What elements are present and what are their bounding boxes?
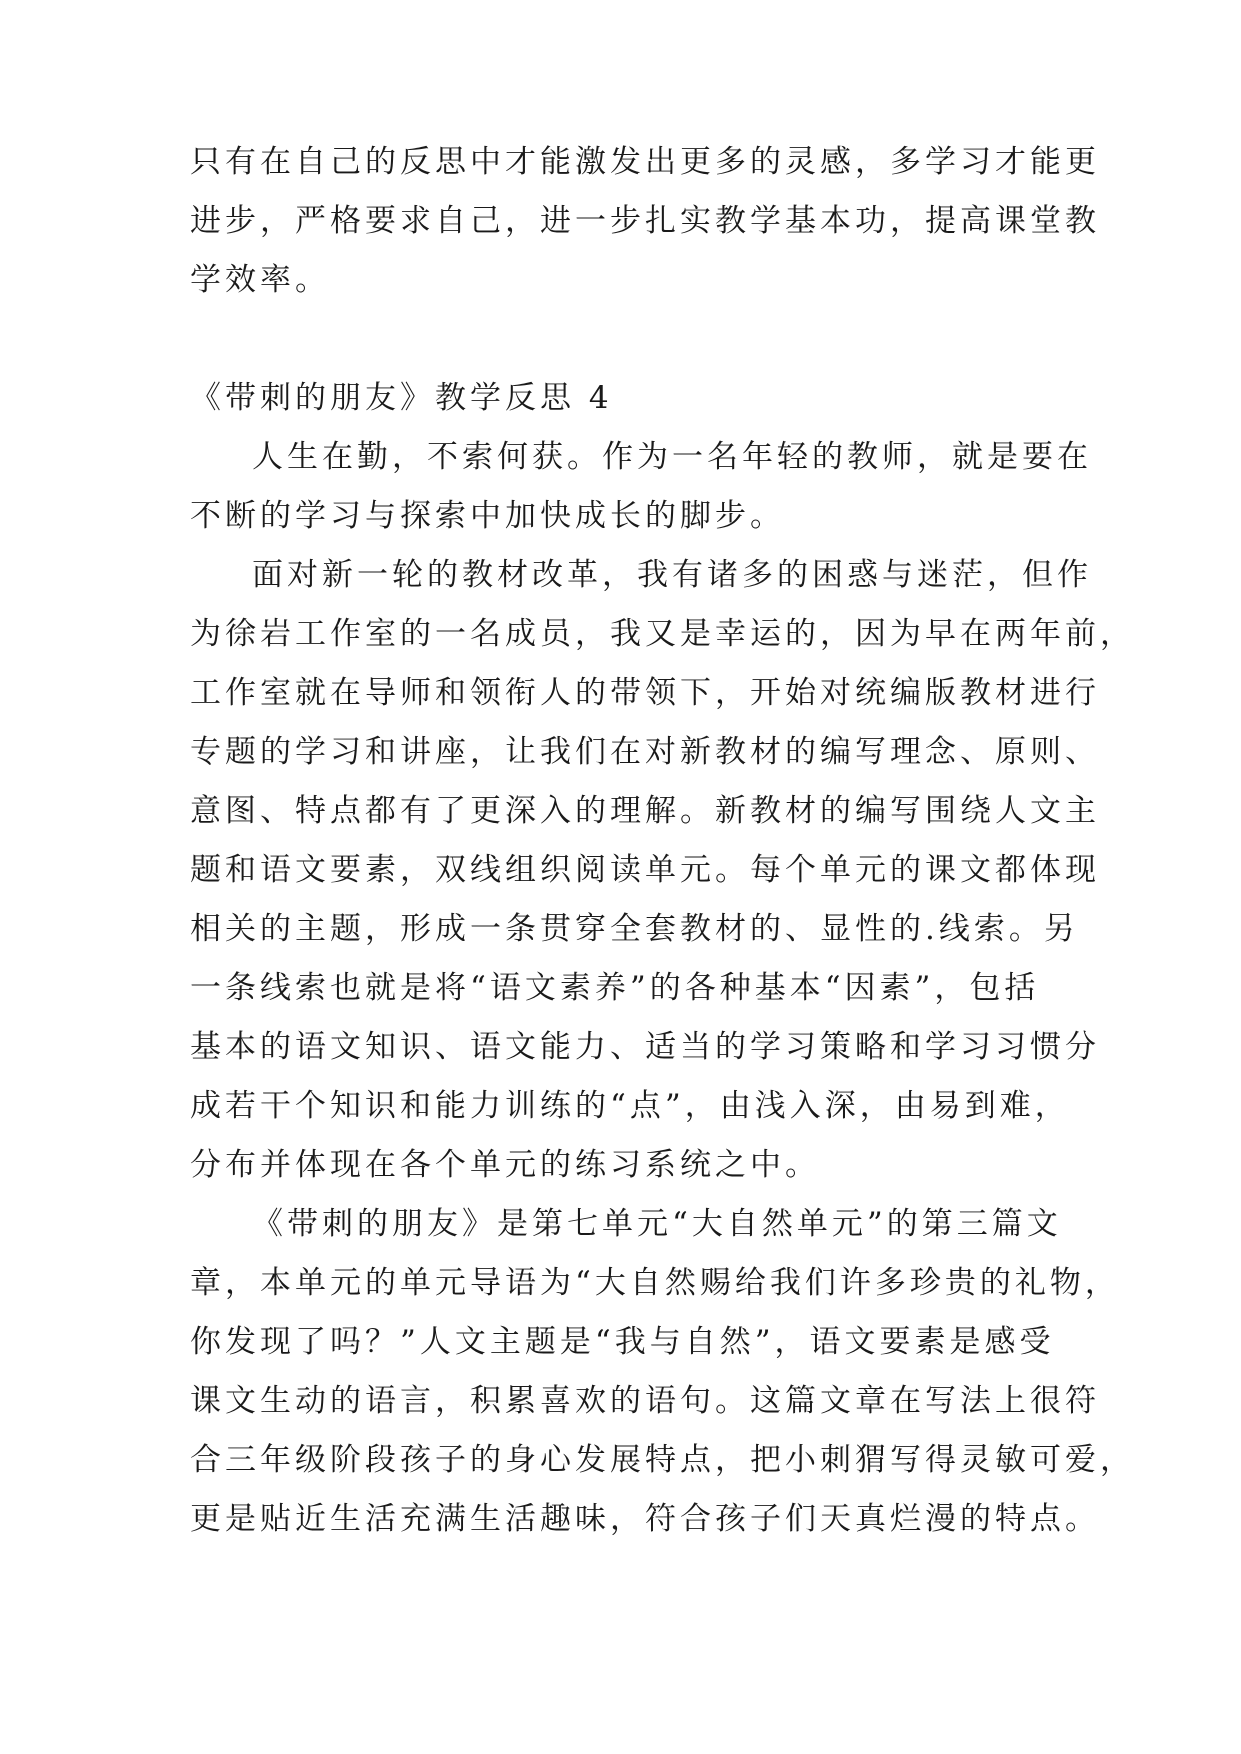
text-line: 章，本单元的单元导语为“大自然赐给我们许多珍贵的礼物，: [190, 1265, 1120, 1301]
text-line: 专题的学习和讲座，让我们在对新教材的编写理念、原则、: [190, 734, 1100, 770]
text-line: 只有在自己的反思中才能激发出更多的灵感，多学习才能更: [190, 144, 1100, 180]
section-heading: 《带刺的朋友》教学反思 4: [190, 380, 613, 416]
text-line: 题和语文要素，双线组织阅读单元。每个单元的课文都体现: [190, 852, 1100, 888]
text-line: 人生在勤，不索何获。作为一名年轻的教师，就是要在: [252, 439, 1092, 475]
text-line: 更是贴近生活充满生活趣味，符合孩子们天真烂漫的特点。: [190, 1501, 1100, 1537]
text-line: 你发现了吗？”人文主题是“我与自然”，语文要素是感受: [190, 1324, 1055, 1360]
text-line: 《带刺的朋友》是第七单元“大自然单元”的第三篇文: [252, 1206, 1062, 1242]
text-line: 基本的语文知识、语文能力、适当的学习策略和学习习惯分: [190, 1029, 1100, 1065]
text-line: 不断的学习与探索中加快成长的脚步。: [190, 498, 785, 534]
text-line: 工作室就在导师和领衔人的带领下，开始对统编版教材进行: [190, 675, 1100, 711]
text-line: 相关的主题，形成一条贯穿全套教材的、显性的.线索。另: [190, 911, 1079, 947]
text-line: 合三年级阶段孩子的身心发展特点，把小刺猬写得灵敏可爱，: [190, 1442, 1135, 1478]
text-line: 课文生动的语言，积累喜欢的语句。这篇文章在写法上很符: [190, 1383, 1100, 1419]
text-line: 进步，严格要求自己，进一步扎实教学基本功，提高课堂教: [190, 203, 1100, 239]
text-line: 面对新一轮的教材改革，我有诸多的困惑与迷茫，但作: [252, 557, 1092, 593]
text-line: 学效率。: [190, 262, 330, 298]
text-line: 一条线索也就是将“语文素养”的各种基本“因素”，包括: [190, 970, 1040, 1006]
text-line: 意图、特点都有了更深入的理解。新教材的编写围绕人文主: [190, 793, 1100, 829]
text-line: 为徐岩工作室的一名成员，我又是幸运的，因为早在两年前，: [190, 616, 1135, 652]
text-line: 成若干个知识和能力训练的“点”，由浅入深，由易到难，: [190, 1088, 1070, 1124]
text-line: 分布并体现在各个单元的练习系统之中。: [190, 1147, 820, 1183]
